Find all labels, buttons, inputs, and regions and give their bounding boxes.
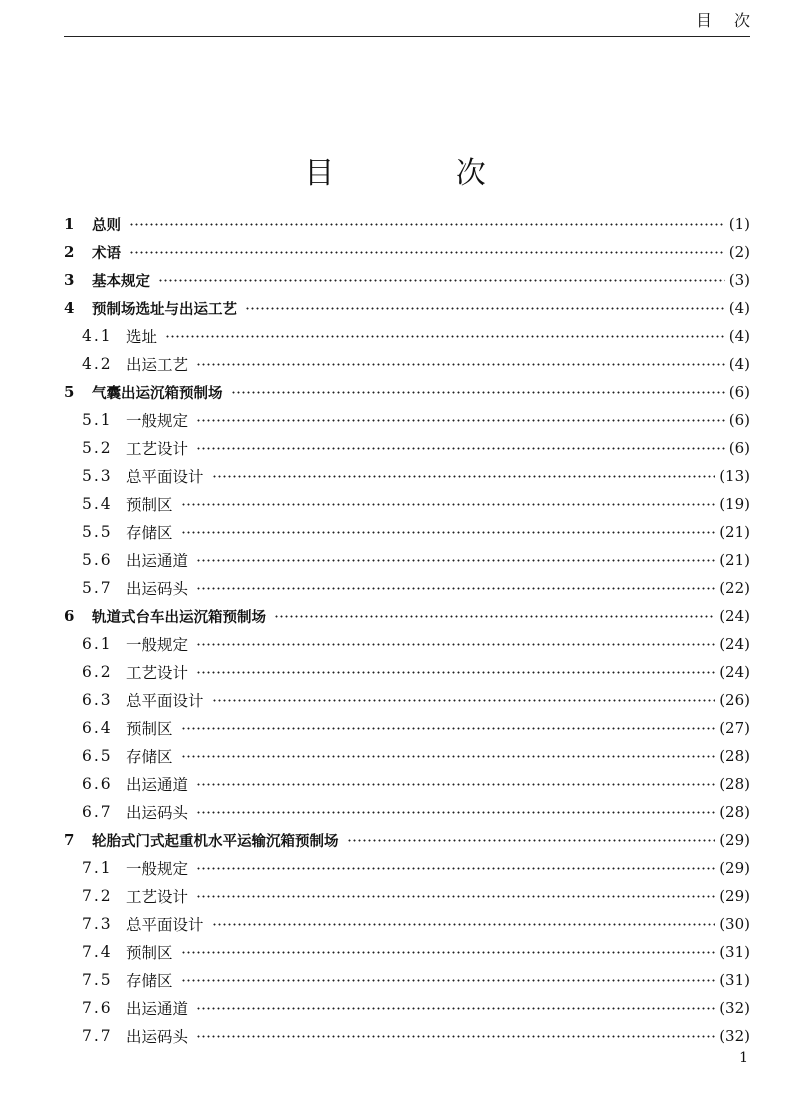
toc-entry-number: 6.5 bbox=[82, 747, 113, 765]
toc-dot-leader bbox=[181, 503, 716, 506]
toc-entry-number: 7.4 bbox=[82, 943, 113, 961]
toc-section-entry[interactable] bbox=[64, 1022, 750, 1050]
toc-dot-leader bbox=[181, 755, 716, 758]
toc-entry-number: 3 bbox=[64, 271, 75, 289]
toc-entry-page: (30) bbox=[719, 915, 750, 933]
toc-entry-page: (3) bbox=[728, 271, 750, 289]
toc-entry-label: 预制场选址与出运工艺 bbox=[92, 301, 237, 318]
toc-entry-page: (21) bbox=[719, 551, 750, 569]
toc-dot-leader bbox=[129, 223, 725, 226]
toc-entry-page: (1) bbox=[728, 215, 750, 233]
toc-entry-number: 5.2 bbox=[82, 439, 113, 457]
toc-entry-page: (21) bbox=[719, 523, 750, 541]
toc-section-entry[interactable] bbox=[64, 658, 750, 686]
toc-section-entry[interactable] bbox=[64, 490, 750, 518]
toc-entry-page: (29) bbox=[719, 887, 750, 905]
toc-entry-number: 4.2 bbox=[82, 355, 113, 373]
toc-dot-leader bbox=[196, 643, 715, 646]
toc-section-entry[interactable] bbox=[64, 574, 750, 602]
toc-entry-number: 5.5 bbox=[82, 523, 113, 541]
toc-entry-number: 7.7 bbox=[82, 1027, 113, 1045]
toc-section-entry[interactable] bbox=[64, 630, 750, 658]
toc-dot-leader bbox=[196, 895, 715, 898]
toc-entry-page: (27) bbox=[719, 719, 750, 737]
toc-entry-label: 轨道式台车出运沉箱预制场 bbox=[92, 609, 266, 626]
toc-entry-label: 出运码头 bbox=[126, 804, 189, 822]
toc-entry-number: 7.1 bbox=[82, 859, 113, 877]
toc-dot-leader bbox=[196, 1007, 715, 1010]
toc-dot-leader bbox=[181, 727, 716, 730]
toc-entry-page: (26) bbox=[719, 691, 750, 709]
toc-dot-leader bbox=[196, 447, 725, 450]
toc-entry-page: (29) bbox=[719, 859, 750, 877]
toc-entry-number: 6 bbox=[64, 607, 75, 625]
toc-dot-leader bbox=[347, 839, 716, 842]
toc-dot-leader bbox=[181, 951, 716, 954]
toc-entry-page: (6) bbox=[728, 411, 750, 429]
toc-section-entry[interactable] bbox=[64, 882, 750, 910]
table-of-contents bbox=[64, 210, 750, 1050]
toc-entry-page: (22) bbox=[719, 579, 750, 597]
toc-dot-leader bbox=[181, 979, 716, 982]
toc-entry-number: 6.3 bbox=[82, 691, 113, 709]
toc-section-entry[interactable] bbox=[64, 434, 750, 462]
toc-section-entry[interactable] bbox=[64, 742, 750, 770]
toc-chapter-entry[interactable] bbox=[64, 266, 750, 294]
toc-entry-label: 工艺设计 bbox=[126, 440, 189, 458]
toc-entry-page: (4) bbox=[728, 299, 750, 317]
toc-section-entry[interactable] bbox=[64, 518, 750, 546]
toc-entry-label: 总平面设计 bbox=[126, 692, 204, 710]
toc-dot-leader bbox=[196, 1035, 715, 1038]
toc-entry-number: 5.6 bbox=[82, 551, 113, 569]
toc-section-entry[interactable] bbox=[64, 462, 750, 490]
toc-entry-number: 5.4 bbox=[82, 495, 113, 513]
toc-entry-number: 7.6 bbox=[82, 999, 113, 1017]
toc-dot-leader bbox=[196, 587, 715, 590]
toc-entry-label: 总平面设计 bbox=[126, 468, 204, 486]
toc-section-entry[interactable] bbox=[64, 966, 750, 994]
toc-entry-label: 轮胎式门式起重机水平运输沉箱预制场 bbox=[92, 833, 339, 850]
page-number: 1 bbox=[739, 1050, 748, 1066]
toc-entry-number: 6.7 bbox=[82, 803, 113, 821]
toc-entry-page: (24) bbox=[719, 663, 750, 681]
toc-chapter-entry[interactable] bbox=[64, 378, 750, 406]
toc-entry-label: 总平面设计 bbox=[126, 916, 204, 934]
toc-entry-number: 6.2 bbox=[82, 663, 113, 681]
toc-entry-label: 预制区 bbox=[126, 496, 173, 514]
toc-entry-label: 存储区 bbox=[126, 748, 173, 766]
toc-entry-label: 总则 bbox=[92, 217, 121, 234]
toc-entry-label: 出运工艺 bbox=[126, 356, 189, 374]
toc-entry-page: (28) bbox=[719, 747, 750, 765]
toc-entry-label: 出运码头 bbox=[126, 580, 189, 598]
toc-dot-leader bbox=[274, 615, 715, 618]
toc-dot-leader bbox=[196, 559, 715, 562]
toc-dot-leader bbox=[196, 363, 725, 366]
toc-entry-number: 6.4 bbox=[82, 719, 113, 737]
toc-chapter-entry[interactable] bbox=[64, 294, 750, 322]
toc-dot-leader bbox=[212, 923, 716, 926]
toc-chapter-entry[interactable] bbox=[64, 826, 750, 854]
toc-entry-label: 出运通道 bbox=[126, 1000, 189, 1018]
toc-entry-page: (31) bbox=[719, 971, 750, 989]
toc-section-entry[interactable] bbox=[64, 322, 750, 350]
toc-entry-label: 基本规定 bbox=[92, 273, 150, 290]
toc-entry-number: 2 bbox=[64, 243, 75, 261]
toc-section-entry[interactable] bbox=[64, 910, 750, 938]
toc-dot-leader bbox=[196, 783, 715, 786]
toc-entry-number: 4 bbox=[64, 299, 75, 317]
toc-dot-leader bbox=[196, 419, 725, 422]
toc-section-entry[interactable] bbox=[64, 714, 750, 742]
toc-entry-page: (4) bbox=[728, 355, 750, 373]
toc-entry-label: 一般规定 bbox=[126, 412, 189, 430]
toc-entry-page: (13) bbox=[719, 467, 750, 485]
toc-entry-number: 5.7 bbox=[82, 579, 113, 597]
toc-entry-label: 工艺设计 bbox=[126, 664, 189, 682]
running-header bbox=[64, 6, 772, 37]
toc-entry-page: (2) bbox=[728, 243, 750, 261]
toc-entry-page: (19) bbox=[719, 495, 750, 513]
toc-entry-label: 一般规定 bbox=[126, 636, 189, 654]
toc-entry-label: 出运通道 bbox=[126, 552, 189, 570]
toc-dot-leader bbox=[165, 335, 725, 338]
toc-entry-page: (32) bbox=[719, 1027, 750, 1045]
toc-entry-label: 预制区 bbox=[126, 720, 173, 738]
toc-entry-label: 工艺设计 bbox=[126, 888, 189, 906]
toc-entry-page: (24) bbox=[719, 635, 750, 653]
toc-chapter-entry[interactable] bbox=[64, 602, 750, 630]
toc-dot-leader bbox=[181, 531, 716, 534]
toc-entry-page: (29) bbox=[719, 831, 750, 849]
toc-section-entry[interactable] bbox=[64, 350, 750, 378]
toc-section-entry[interactable] bbox=[64, 854, 750, 882]
toc-section-entry[interactable] bbox=[64, 798, 750, 826]
toc-section-entry[interactable] bbox=[64, 546, 750, 574]
toc-entry-label: 一般规定 bbox=[126, 860, 189, 878]
toc-entry-page: (32) bbox=[719, 999, 750, 1017]
toc-entry-number: 1 bbox=[64, 215, 75, 233]
toc-entry-number: 4.1 bbox=[82, 327, 113, 345]
toc-entry-label: 预制区 bbox=[126, 944, 173, 962]
toc-entry-page: (31) bbox=[719, 943, 750, 961]
toc-chapter-entry[interactable] bbox=[64, 238, 750, 266]
toc-section-entry[interactable] bbox=[64, 938, 750, 966]
toc-dot-leader bbox=[196, 671, 715, 674]
toc-entry-page: (24) bbox=[719, 607, 750, 625]
toc-section-entry[interactable] bbox=[64, 994, 750, 1022]
toc-dot-leader bbox=[212, 475, 716, 478]
toc-entry-number: 6.6 bbox=[82, 775, 113, 793]
toc-entry-label: 术语 bbox=[92, 245, 121, 262]
toc-section-entry[interactable] bbox=[64, 686, 750, 714]
toc-entry-label: 气囊出运沉箱预制场 bbox=[92, 385, 223, 402]
toc-entry-number: 5.3 bbox=[82, 467, 113, 485]
toc-section-entry[interactable] bbox=[64, 406, 750, 434]
toc-entry-number: 5.1 bbox=[82, 411, 113, 429]
toc-entry-label: 出运码头 bbox=[126, 1028, 189, 1046]
page-title: 目 次 bbox=[304, 156, 542, 191]
toc-entry-number: 6.1 bbox=[82, 635, 113, 653]
toc-dot-leader bbox=[212, 699, 716, 702]
toc-entry-page: (6) bbox=[728, 439, 750, 457]
toc-entry-page: (28) bbox=[719, 803, 750, 821]
toc-entry-number: 5 bbox=[64, 383, 75, 401]
toc-section-entry[interactable] bbox=[64, 770, 750, 798]
toc-dot-leader bbox=[196, 867, 715, 870]
toc-entry-number: 7.2 bbox=[82, 887, 113, 905]
toc-dot-leader bbox=[231, 391, 725, 394]
toc-dot-leader bbox=[245, 307, 725, 310]
toc-entry-page: (28) bbox=[719, 775, 750, 793]
toc-entry-label: 出运通道 bbox=[126, 776, 189, 794]
toc-dot-leader bbox=[158, 279, 725, 282]
toc-entry-label: 存储区 bbox=[126, 524, 173, 542]
running-header-title: 目次 bbox=[695, 11, 772, 30]
toc-entry-number: 7 bbox=[64, 831, 75, 849]
toc-dot-leader bbox=[196, 811, 715, 814]
toc-dot-leader bbox=[129, 251, 725, 254]
toc-entry-label: 存储区 bbox=[126, 972, 173, 990]
toc-chapter-entry[interactable] bbox=[64, 210, 750, 238]
toc-entry-number: 7.5 bbox=[82, 971, 113, 989]
toc-entry-label: 选址 bbox=[126, 328, 158, 346]
toc-entry-number: 7.3 bbox=[82, 915, 113, 933]
toc-entry-page: (6) bbox=[728, 383, 750, 401]
toc-entry-page: (4) bbox=[728, 327, 750, 345]
